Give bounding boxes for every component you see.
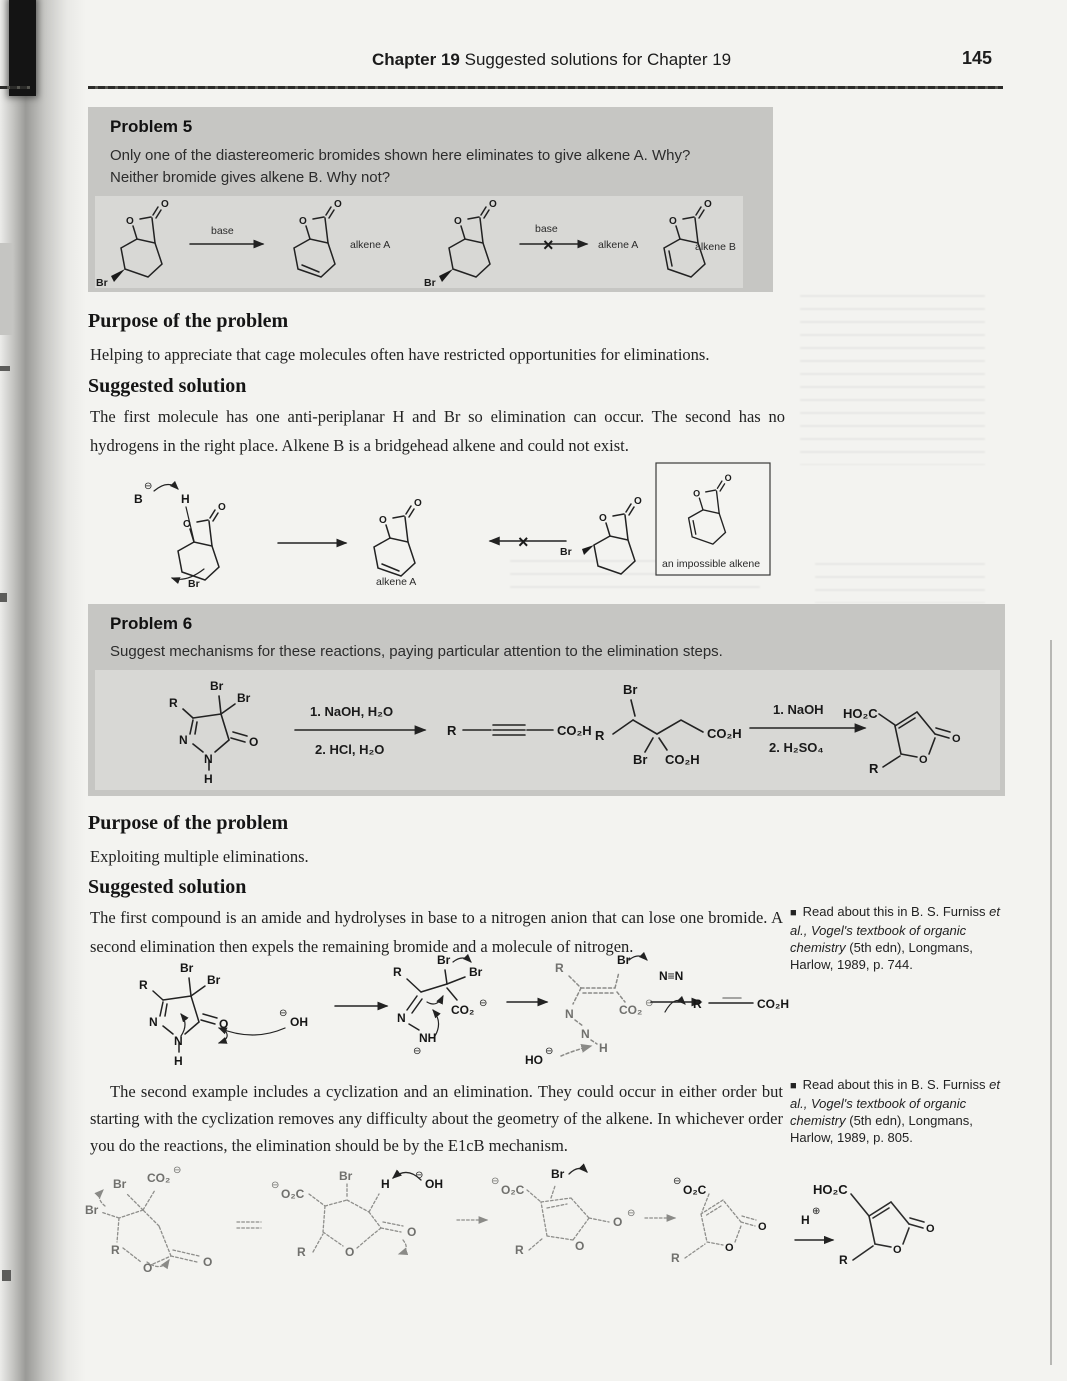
alkene-a-label: alkene A (376, 576, 417, 588)
ho2c-label: HO₂C (843, 706, 878, 721)
minus-charge-icon: ⊖ (627, 1208, 636, 1219)
problem5-box (88, 107, 773, 292)
oxygen-label: O (203, 1255, 213, 1269)
base-label: base (211, 225, 234, 237)
hydroxide-label: OH (290, 1015, 308, 1029)
bromo-lactone-with-hydroxide (271, 1169, 416, 1259)
note-text: (5th edn), Longmans, Harlow, 1989, p. 744. (790, 940, 973, 972)
cross-icon: × (518, 532, 529, 552)
problem5-line1: Only one of the diastereomeric bromides shown here eliminates to give alkene A. Why? (110, 147, 691, 164)
note-bullet-icon: ■ (790, 1080, 797, 1092)
r-group-label: R (869, 761, 879, 776)
header-rule (88, 86, 1003, 89)
problem5-scheme-strip (95, 196, 743, 288)
oxygen-label: O (345, 1245, 355, 1259)
problem5-text (110, 145, 760, 189)
r-group-label: R (111, 1243, 120, 1257)
minus-charge-icon: ⊖ (491, 1176, 500, 1187)
alkene-a-label: alkene A (350, 239, 391, 251)
scan-black-bar (9, 0, 36, 96)
bromine-label: Br (188, 578, 200, 590)
curved-arrow-br2 (629, 956, 647, 960)
solution5-heading: Suggested solution (88, 375, 247, 397)
bromine-label: Br (469, 965, 483, 979)
scan-mark (2, 1270, 11, 1281)
hydrogen-label: H (181, 492, 190, 506)
carboxylate-label: O₂C (501, 1183, 525, 1197)
base-label: base (535, 223, 558, 235)
hydroxide-label: OH (425, 1177, 443, 1191)
carboxylate-label: CO₂ (619, 1003, 643, 1017)
scan-mark (0, 366, 10, 371)
solution5-diagram (128, 455, 776, 591)
alkene-a-label: alkene A (598, 239, 639, 251)
curved-arrow (569, 1168, 587, 1174)
hydrogen-label: H (381, 1177, 390, 1191)
minus-charge-icon: ⊖ (479, 998, 488, 1009)
curved-arrow-ghost (399, 1240, 406, 1254)
minus-charge-icon: ⊖ (545, 1046, 554, 1057)
mechanism2-diagram (85, 1162, 975, 1280)
solution6-body: The first compound is an amide and hydrolyses in base to a nitrogen anion that can lose one bromide. A second elimination then expels the remaining bromide and a molecule of nitrogen. (90, 908, 783, 956)
bromine-label: Br (113, 1177, 127, 1191)
bromine-label: Br (617, 953, 631, 967)
problem5-title: Problem 5 (110, 117, 193, 136)
nitrogen-label: N (397, 1011, 406, 1025)
dibromo-diacid-structure (595, 682, 742, 767)
minus-charge-icon: ⊖ (144, 481, 153, 492)
impossible-alkene-caption: an impossible alkene (662, 558, 761, 570)
purpose6-body: Exploiting multiple eliminations. (90, 847, 309, 866)
note-text: (5th edn), Longmans, Harlow, 1989, p. 805. (790, 1113, 973, 1145)
mechanism1-diagram (95, 950, 795, 1078)
scan-mark (0, 593, 7, 602)
nh-label: NH (419, 1031, 437, 1045)
carboxylate-label: O₂C (281, 1187, 305, 1201)
conditions-naoh: 1. NaOH (773, 702, 824, 717)
bromide-leaving (551, 1167, 587, 1181)
alkene-b-structure (664, 199, 712, 277)
r-group-label: R (447, 723, 457, 738)
scan-right-line (1050, 640, 1052, 1365)
r-group-label: R (693, 997, 702, 1011)
bromine-label: Br (560, 546, 572, 558)
bleed-through (800, 295, 985, 465)
r-group-label: R (297, 1245, 306, 1259)
minus-charge-icon: ⊖ (413, 1046, 422, 1057)
alkynoic-acid-product (693, 997, 789, 1011)
solution5-body: The first molecule has one anti-periplanar H and Br so elimination can occur. The second has no hydrogens in the right place. Alkene B is a bridgehead alkene and could not exist. (90, 407, 785, 455)
spine-shadow (0, 0, 86, 1381)
conditions-hcl-h2o: 2. HCl, H₂O (315, 742, 385, 757)
vinyl-azo-intermediate-ghost (555, 953, 653, 1056)
note-book-title: et al., Vogel's textbook of organic chemistry (790, 904, 1000, 955)
butenolide-product (843, 706, 961, 776)
header-rule-stub (0, 86, 30, 89)
curved-arrow (427, 996, 443, 1004)
wrong-diastereomer-structure (582, 496, 642, 574)
curved-arrow-ghost (99, 1190, 105, 1206)
cage-with-base (178, 502, 226, 580)
solution6-paragraph2: The second example includes a cyclization and an elimination. They could occur in either order but starting with the cyclization removes any difficulty about the geometry of the alkene. In whichever order you do the reactions, the elimination should be by the E1cB mechanism. (90, 1082, 783, 1155)
dinitrogen-label: N≡N (659, 969, 684, 983)
co2h-label: CO₂H (707, 726, 742, 741)
final-butenolide-acid (813, 1182, 935, 1267)
curved-arrow (154, 484, 178, 491)
nitrogen-label: N (565, 1007, 574, 1021)
purpose5-heading: Purpose of the problem (88, 310, 289, 332)
problem5-line2: Neither bromide gives alkene B. Why not? (110, 169, 391, 186)
running-header (372, 50, 731, 70)
r-group-label: R (393, 965, 402, 979)
proton-label: H (801, 1213, 810, 1227)
problem6-box (88, 604, 1005, 796)
problem5-reaction-scheme (95, 196, 743, 288)
minus-charge-icon: ⊖ (173, 1165, 182, 1176)
alkene-a-structure (294, 199, 342, 277)
alkene-b-label: alkene B (695, 241, 736, 253)
note-bullet-icon: ■ (790, 907, 797, 919)
r-group-label: R (595, 728, 605, 743)
problem6-text: Suggest mechanisms for these reactions, paying particular attention to the elimination steps. (110, 643, 723, 660)
problem6-title: Problem 6 (110, 614, 193, 633)
curved-arrow-oh-attack (219, 1028, 285, 1035)
butenolide-carboxylate (671, 1176, 767, 1265)
triple-bond (493, 725, 525, 735)
curved-arrow-ghost (561, 1046, 591, 1056)
margin-note-2 (790, 1076, 1002, 1146)
oxygen-label: O (143, 1261, 153, 1275)
bromide-2-structure (424, 199, 497, 288)
e1cb-deprotonation (381, 1170, 443, 1191)
co2h-label: CO₂H (757, 997, 789, 1011)
page-number: 145 (962, 48, 993, 68)
purpose6-heading: Purpose of the problem (88, 812, 289, 834)
minus-charge-icon: ⊖ (271, 1180, 280, 1191)
curved-arrow (181, 1014, 185, 1036)
ring-opened-intermediate (393, 953, 487, 1057)
hydroxide-label: HO (525, 1053, 543, 1067)
minus-charge-icon: ⊖ (415, 1170, 424, 1181)
alkynoic-acid-product (447, 723, 592, 738)
r-group-label: R (555, 961, 564, 975)
carboxylate-label: CO₂ (147, 1171, 171, 1185)
r-group-label: R (839, 1253, 848, 1267)
minus-charge-icon: ⊖ (279, 1008, 288, 1019)
r-group-label: R (671, 1251, 680, 1265)
chapter-label: Chapter 19 (372, 50, 460, 69)
margin-note-1 (790, 903, 1002, 973)
ho2c-label: HO₂C (813, 1182, 848, 1197)
alkene-a-structure (374, 498, 422, 576)
minus-charge-icon: ⊖ (673, 1176, 682, 1187)
dibromo-carboxylate-cyclizing (85, 1165, 212, 1275)
oxygen-label: O (575, 1239, 585, 1253)
base-b-label: B (134, 492, 143, 506)
oxygen-label: O (613, 1215, 623, 1229)
note-text: Read about this in B. S. Furniss (802, 1077, 990, 1092)
bromide-1-structure (96, 199, 169, 288)
bromine-label: Br (96, 277, 108, 288)
equilibrium-arrow (237, 1222, 261, 1228)
r-group-label: R (515, 1243, 524, 1257)
co2h-label: CO₂H (665, 752, 700, 767)
bromine-label: Br (623, 682, 638, 697)
problem6-reaction-scheme (95, 670, 1000, 790)
note-text: Read about this in B. S. Furniss (802, 904, 990, 919)
pyrazolone-with-arrows (139, 961, 228, 1068)
hydrogen-label: H (599, 1041, 608, 1055)
protonation-step (795, 1206, 833, 1240)
scan-edge-tab (0, 243, 13, 335)
header-title: Suggested solutions for Chapter 19 (464, 50, 732, 69)
carboxylate-label: CO₂ (451, 1003, 475, 1017)
bromine-label: Br (551, 1167, 565, 1181)
bromine-label: Br (437, 953, 451, 967)
bromine-label: Br (339, 1169, 353, 1183)
minus-charge-icon: ⊖ (645, 998, 654, 1009)
nitrogen-label: N (581, 1027, 590, 1041)
curved-arrow-br (453, 958, 471, 962)
enolate-losing-bromide (491, 1176, 635, 1257)
oxygen-label: O (407, 1225, 417, 1239)
cross-icon: × (543, 235, 554, 255)
plus-charge-icon: ⊕ (812, 1206, 821, 1217)
carboxylate-label: O₂C (683, 1183, 707, 1197)
problem6-scheme-strip (95, 670, 1000, 790)
bromine-label: Br (85, 1203, 99, 1217)
solution6-heading: Suggested solution (88, 876, 247, 898)
conditions-naoh-h2o: 1. NaOH, H₂O (310, 704, 394, 719)
bromine-label: Br (424, 277, 436, 288)
purpose5-body: Helping to appreciate that cage molecules often have restricted opportunities for eliminations. (90, 345, 710, 364)
conditions-h2so4: 2. H₂SO₄ (769, 740, 824, 755)
note-book-title: et al., Vogel's textbook of organic chemistry (790, 1077, 1000, 1128)
dibromo-pyrazolone-structure (169, 679, 258, 786)
bleed-through (815, 563, 985, 603)
bromine-label: Br (633, 752, 648, 767)
co2h-label: CO₂H (557, 723, 592, 738)
